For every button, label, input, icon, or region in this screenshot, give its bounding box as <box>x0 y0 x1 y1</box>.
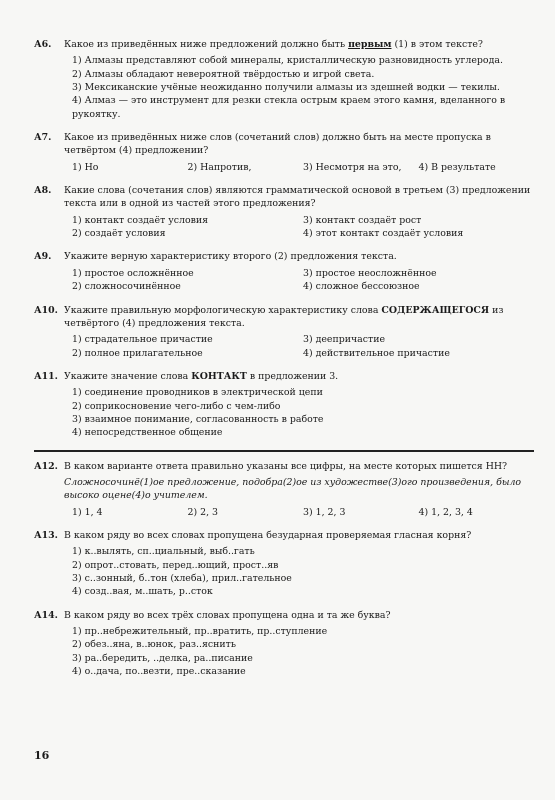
answer-option: 3) с..зонный, б..тон (хлеба), прил..гательное <box>72 573 292 584</box>
question-a6 <box>34 38 534 121</box>
answer-option: 4) 1, 2, 3, 4 <box>418 506 473 518</box>
answer-option: 1) пр..небрежительный, пр..вратить, пр..ступление <box>72 626 328 638</box>
question-text: В каком ряду во всех словах пропущена безударная проверяемая гласная корня? <box>64 529 472 541</box>
answer-option: 1) Алмазы представляют собой минералы, кристаллическую разновидность углерода. <box>72 55 503 67</box>
question-number: А11. <box>34 370 58 382</box>
answer-option: 2) полное прилагательное <box>72 347 203 359</box>
answer-option: 4) созд..вая, м..шать, р..сток <box>72 586 213 598</box>
answer-option: 3) простое неосложнённое <box>303 267 437 279</box>
answer-option: 4) о..дача, по..везти, пре..сказание <box>72 666 246 678</box>
question-number: А7. <box>34 132 52 144</box>
answer-option: 2) Алмазы обладают невероятной твёрдостью и игрой света. <box>72 68 375 80</box>
question-number: А10. <box>34 304 58 316</box>
answer-option: 2) опрот..стовать, перед..ющий, прост..яв <box>72 559 279 571</box>
answer-option: 2) Напротив, <box>187 161 252 173</box>
question-text: Какое из приведённых ниже предложений должно быть первым (1) в этом тексте? <box>64 39 483 50</box>
emphasized-word: первым <box>348 39 392 50</box>
answer-option: 3) Несмотря на это, <box>303 161 402 173</box>
question-text: Какие слова (сочетания слов) являются грамматической основой в третьем (3) предложении текста или в одной из частей этого предложения? <box>64 185 531 210</box>
answer-option: 3) контакт создаёт рост <box>303 214 422 226</box>
question-a9 <box>34 250 534 293</box>
question-number: А14. <box>34 609 58 621</box>
question-a7 <box>34 131 534 174</box>
question-number: А13. <box>34 529 58 541</box>
question-text: Укажите верную характеристику второго (2) предложения текста. <box>64 251 397 263</box>
answer-option: 4) этот контакт создаёт условия <box>303 228 464 240</box>
question-number: А8. <box>34 185 52 197</box>
page-number: 16 <box>34 749 50 762</box>
test-page <box>34 38 534 688</box>
question-a13 <box>34 529 534 599</box>
question-number: А6. <box>34 39 52 50</box>
answer-option: 2) соприкосновение чего-либо с чем-либо <box>72 400 281 412</box>
answer-option: 2) обез..яна, в..юнок, раз..яснить <box>72 639 236 651</box>
answer-option: 4) непосредственное общение <box>72 427 223 439</box>
answer-option: 4) Алмаз — это инструмент для резки стекла острым краем этого камня, вделанного в рукоятку. <box>72 95 506 120</box>
answer-option: 3) взаимное понимание, согласованность в работе <box>72 413 324 425</box>
answer-option: 1) простое осложнённое <box>72 267 194 279</box>
answer-option: 4) сложное бессоюзное <box>303 281 420 293</box>
question-a11 <box>34 370 534 440</box>
example-sentence: Сложносочинё(1)ое предложение, подобра(2)ое из художестве(3)ого произведения, было высоко оцене(4)о учителем. <box>64 476 522 502</box>
question-a14 <box>34 609 534 679</box>
answer-option: 1) страдательное причастие <box>72 334 213 346</box>
answer-option: 1) к..вылять, сп..циальный, выб..гать <box>72 546 255 558</box>
question-number: А12. <box>34 460 58 472</box>
answer-option: 3) Мексиканские учёные неожиданно получили алмазы из здешней водки — текилы. <box>72 82 500 94</box>
answer-option: 4) действительное причастие <box>303 347 450 359</box>
answer-option: 1) 1, 4 <box>72 506 103 518</box>
answer-option: 3) деепричастие <box>303 334 385 346</box>
question-number: А9. <box>34 251 52 263</box>
answer-option: 1) соединение проводников в электрической цепи <box>72 387 323 399</box>
answer-option: 3) ра..бередить, ..делка, ра..писание <box>72 652 253 664</box>
question-text: Укажите значение слова КОНТАКТ в предложении 3. <box>64 370 339 382</box>
answer-option: 2) 2, 3 <box>187 506 218 518</box>
question-a8 <box>34 184 534 240</box>
answer-option: 1) Но <box>72 161 99 173</box>
question-text: В каком ряду во всех трёх словах пропущена одна и та же буква? <box>64 609 391 621</box>
question-text: Укажите правильную морфологическую характеристику слова СОДЕРЖАЩЕГОСЯ из четвёртого (4) предложения текста. <box>64 304 504 329</box>
answer-option: 3) 1, 2, 3 <box>303 506 346 518</box>
section-divider <box>34 450 534 452</box>
target-word: КОНТАКТ <box>191 370 247 382</box>
question-a10 <box>34 304 534 360</box>
target-word: СОДЕРЖАЩЕГОСЯ <box>381 304 490 316</box>
question-text: В каком варианте ответа правильно указаны все цифры, на месте которых пишется НН? <box>64 460 508 472</box>
answer-option: 2) создаёт условия <box>72 228 166 240</box>
question-text: Какое из приведённых ниже слов (сочетаний слов) должно быть на месте пропуска в четвёртом (4) предложении? <box>64 132 491 157</box>
answer-option: 4) В результате <box>418 161 496 173</box>
question-a12 <box>34 460 534 519</box>
answer-option: 1) контакт создаёт условия <box>72 214 209 226</box>
answer-option: 2) сложносочинённое <box>72 281 181 293</box>
